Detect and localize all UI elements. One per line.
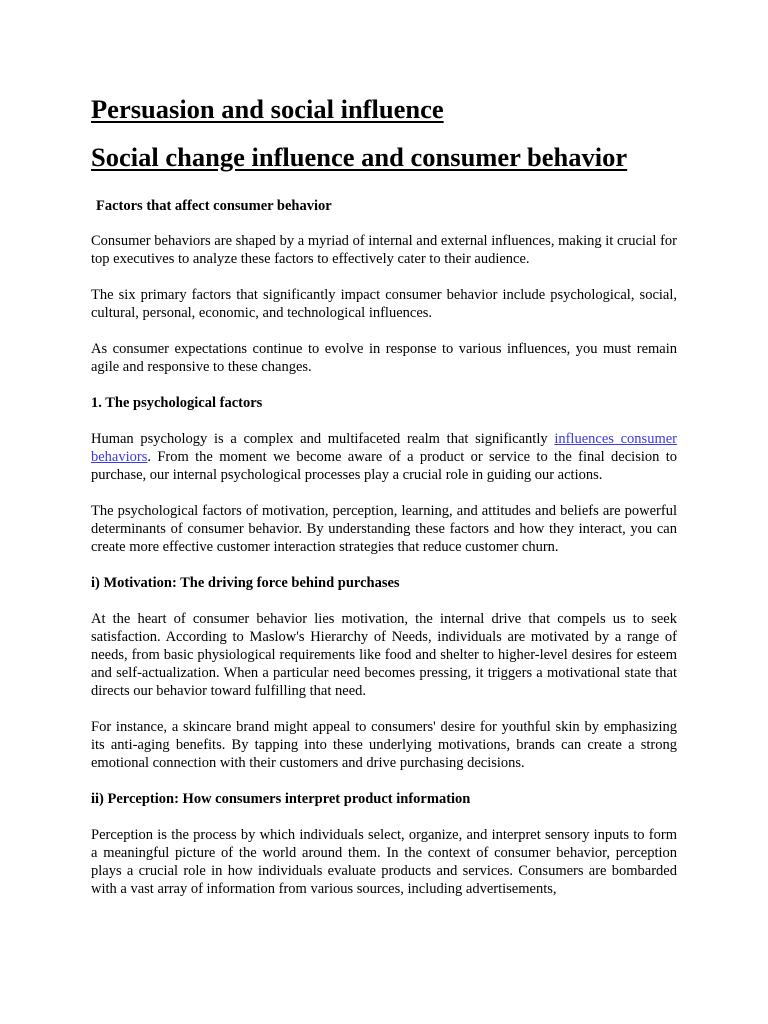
intro-paragraph-1: Consumer behaviors are shaped by a myriad of internal and external influences, making it crucial for top executives to analyze these factors to effectively cater to their audience. [91,233,677,267]
document-title: Persuasion and social influence [91,94,444,124]
intro-paragraph-3: As consumer expectations continue to evolve in response to various influences, you must remain agile and responsive to these changes. [91,341,677,375]
motivation-heading: i) Motivation: The driving force behind purchases [91,575,400,591]
influences-consumer-behaviors-link[interactable]: influences consumer behaviors [91,431,677,465]
psychological-paragraph-1-end: . From the moment we become aware of a product or service to the final decision to purchase, our internal psychological processes play a crucial role in guiding our actions. [91,449,677,483]
intro-paragraph-2: The six primary factors that significantly impact consumer behavior include psychological, social, cultural, personal, economic, and technological influences. [91,287,677,321]
psychological-paragraph-1-start: Human psychology is a complex and multifaceted realm that significantly [91,431,555,447]
motivation-paragraph-2: For instance, a skincare brand might appeal to consumers' desire for youthful skin by emphasizing its anti-aging benefits. By tapping into these underlying motivations, brands can create a strong emotional connection with their customers and drive purchasing decisions. [91,719,677,771]
document-page [91,92,677,916]
perception-paragraph-1: Perception is the process by which individuals select, organize, and interpret sensory inputs to form a meaningful picture of the world around them. In the context of consumer behavior, perception plays a crucial role in how individuals evaluate products and services. Consumers are bombarded with a vast array of information from various sources, including advertisements, [91,827,677,897]
section-heading: Factors that affect consumer behavior [96,198,332,214]
psychological-factors-heading: 1. The psychological factors [91,395,263,411]
perception-heading: ii) Perception: How consumers interpret product information [91,791,471,807]
psychological-paragraph-1 [91,430,677,484]
psychological-paragraph-2: The psychological factors of motivation, perception, learning, and attitudes and beliefs are powerful determinants of consumer behavior. By understanding these factors and how they interact, you can create more effective customer interaction strategies that reduce customer churn. [91,503,677,555]
motivation-paragraph-1: At the heart of consumer behavior lies motivation, the internal drive that compels us to seek satisfaction. According to Maslow's Hierarchy of Needs, individuals are motivated by a range of needs, from basic physiological requirements like food and shelter to higher-level desires for esteem and self-actualization. When a particular need becomes pressing, it triggers a motivational state that directs our behavior toward fulfilling that need. [91,611,677,699]
document-subtitle: Social change influence and consumer behavior [91,142,628,172]
